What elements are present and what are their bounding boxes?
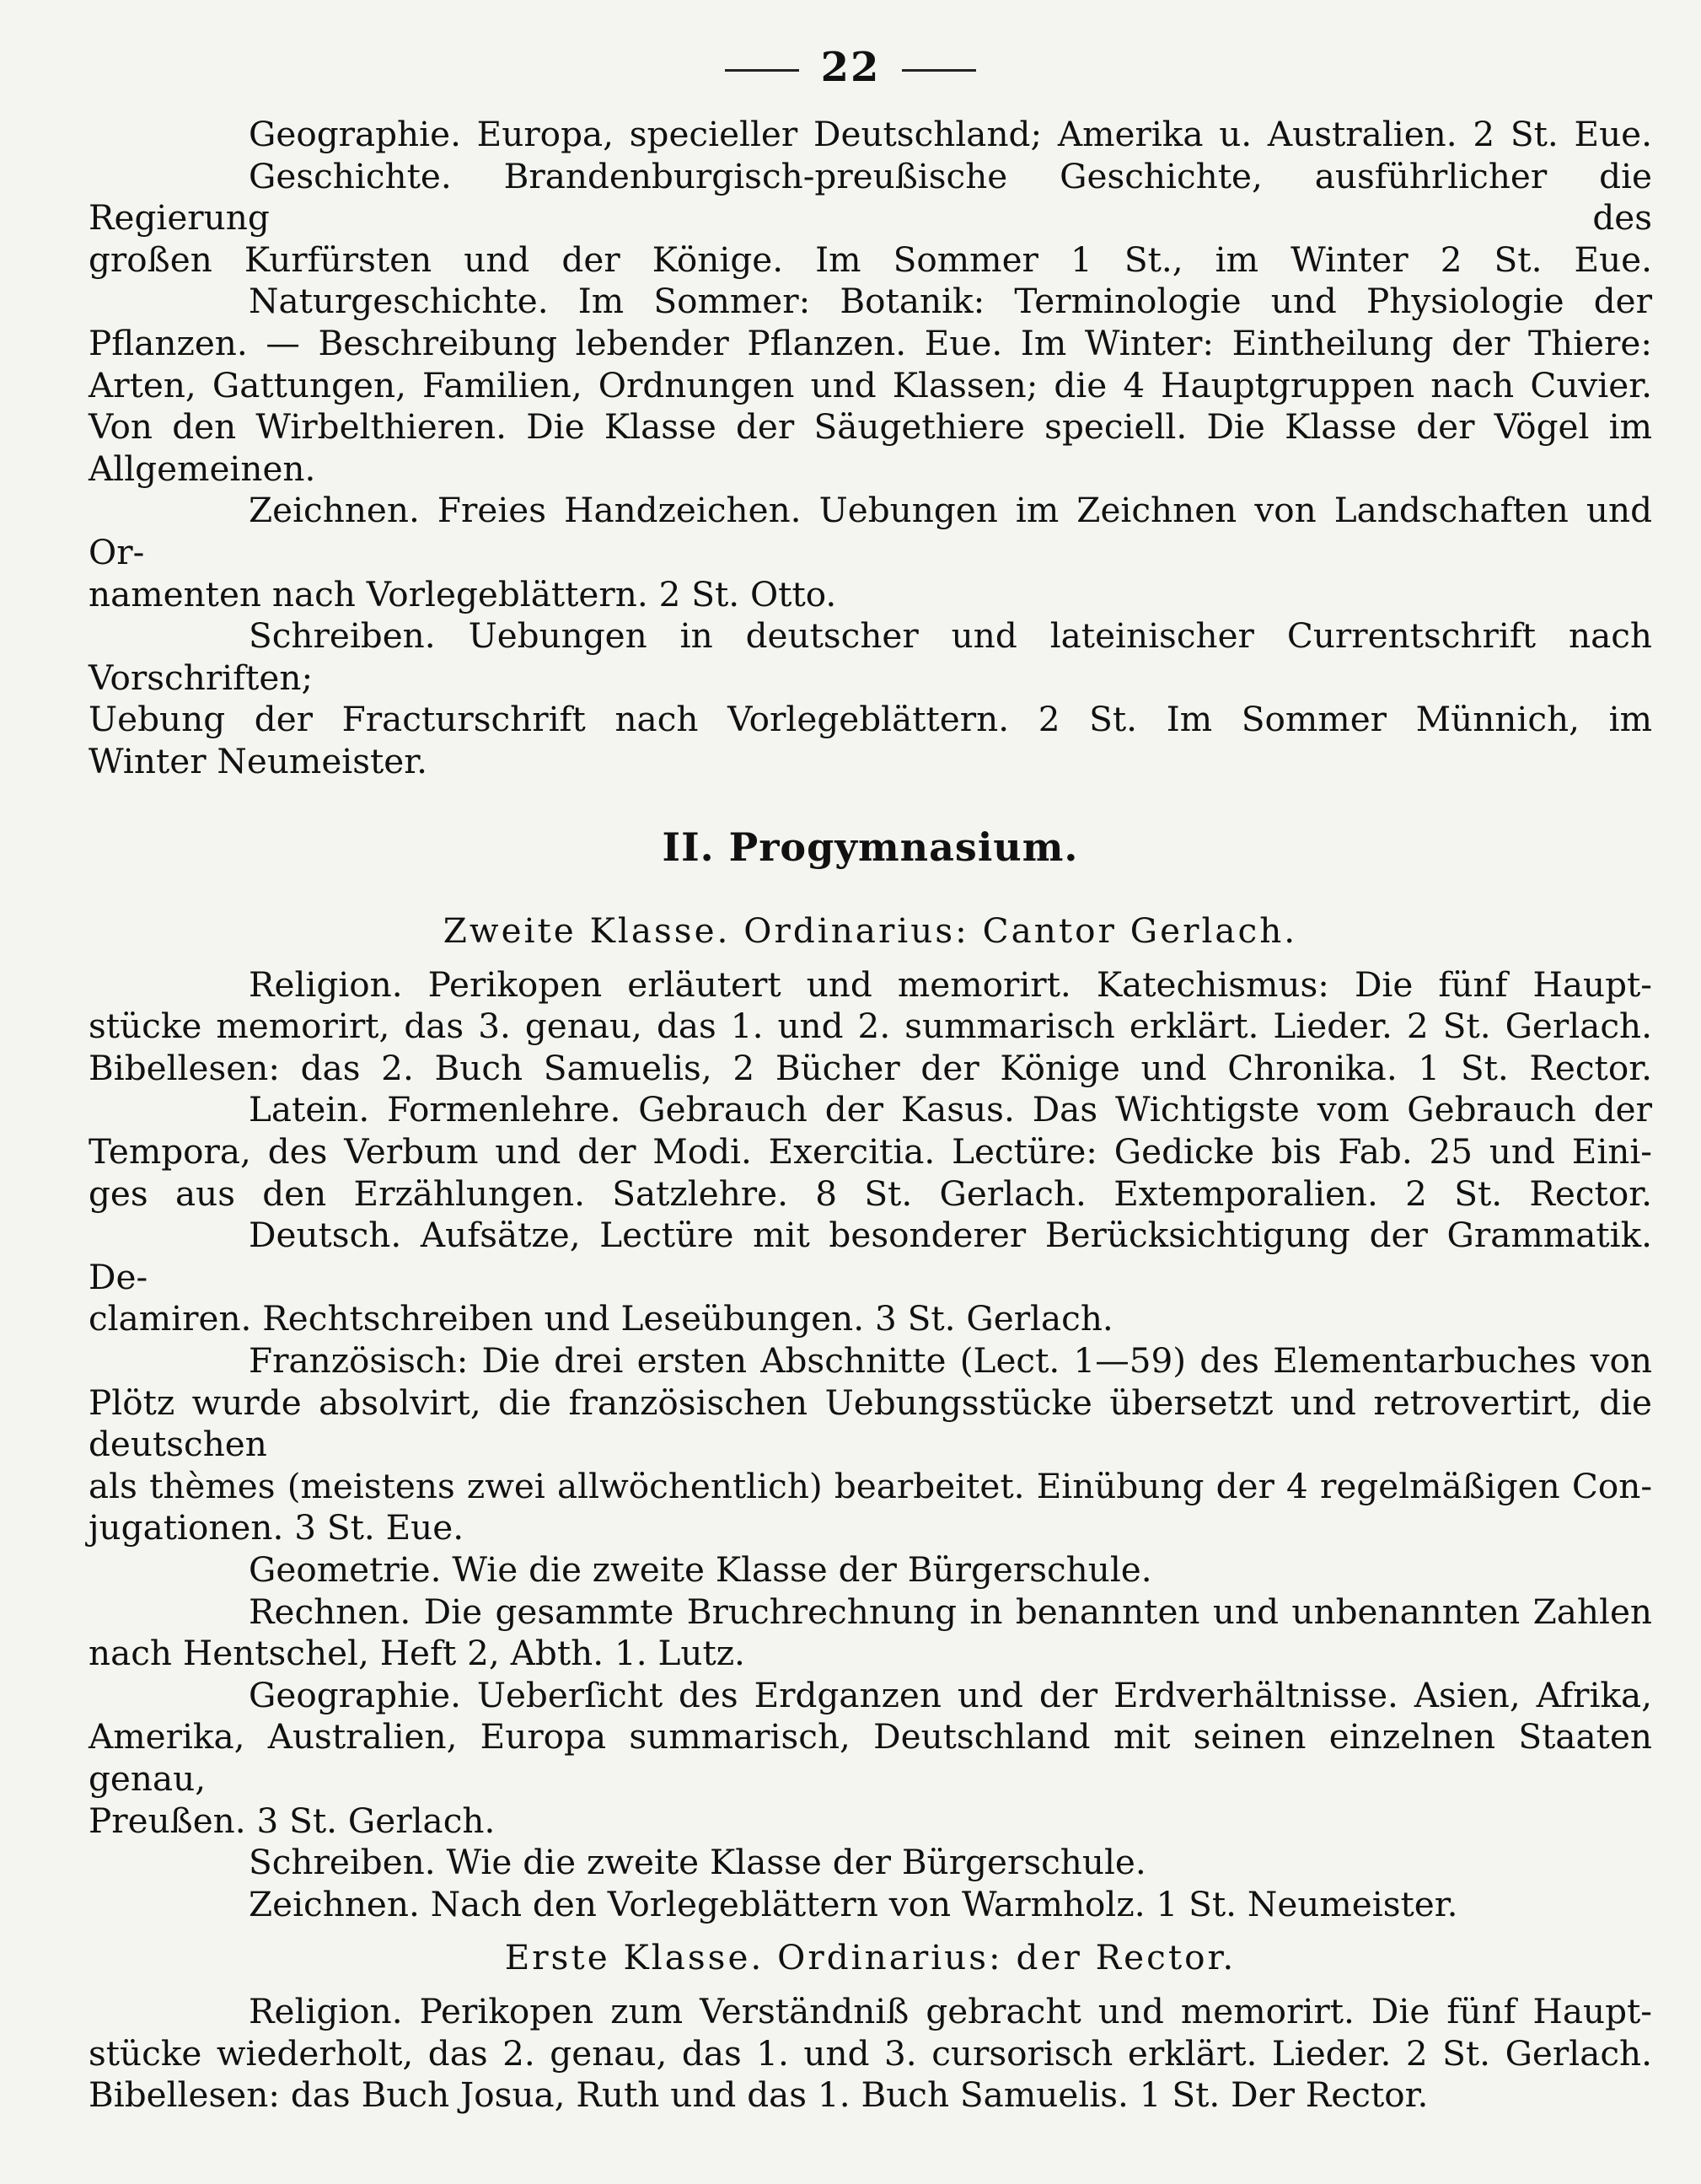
- text-line: Schreiben. Wie die zweite Klasse der Bürgerschule.: [249, 1842, 1146, 1883]
- text-line: Religion. Perikopen zum Verständniß gebracht und memorirt. Die fünf Haupt-: [249, 1990, 1652, 2031]
- text-line: Preußen. 3 St. Gerlach.: [89, 1800, 496, 1841]
- text-line: stücke wiederholt, das 2. genau, das 1. und 3. cursorisch erklärt. Lieder. 2 St. Gerlach.: [89, 2032, 1652, 2074]
- text-line: Religion. Perikopen erläutert und memorirt. Katechismus: Die fünf Haupt-: [249, 963, 1652, 1005]
- text-line: Plötz wurde absolvirt, die französischen Uebungsstücke übersetzt und retrovertirt, die deutschen: [89, 1382, 1652, 1465]
- text-line: Zeichnen. Nach den Vorlegeblättern von Warmholz. 1 St. Neumeister.: [249, 1883, 1458, 1924]
- text-line: Allgemeinen.: [89, 448, 316, 489]
- text-line: jugationen. 3 St. Eue.: [89, 1507, 464, 1548]
- text-line: clamiren. Rechtschreiben und Leseübungen. 3 St. Gerlach.: [89, 1298, 1113, 1339]
- text-line: Geschichte. Brandenburgisch-preußische Geschichte, ausführlicher die Regierung des: [89, 155, 1652, 239]
- text-line: großen Kurfürsten und der Könige. Im Sommer 1 St., im Winter 2 St. Eue.: [89, 239, 1652, 280]
- page-header: [0, 44, 1701, 91]
- text-line: Schreiben. Uebungen in deutscher und lateinischer Currentschrift nach Vorschriften;: [89, 615, 1652, 698]
- text-line: stücke memorirt, das 3. genau, das 1. und 2. summarisch erklärt. Lieder. 2 St. Gerlach.: [89, 1006, 1652, 1047]
- text-line: Geographie. Europa, specieller Deutschland; Amerika u. Australien. 2 St. Eue.: [249, 114, 1652, 154]
- text-line: Zeichnen. Freies Handzeichen. Uebungen im Zeichnen von Landschaften und Or-: [89, 490, 1652, 572]
- text-line: namenten nach Vorlegeblättern. 2 St. Otto.: [89, 573, 837, 614]
- text-line: Geographie. Ueberſicht des Erdganzen und der Erdverhältnisse. Asien, Afrika,: [249, 1674, 1652, 1715]
- text-line: Geometrie. Wie die zweite Klasse der Bürgerschule.: [249, 1549, 1152, 1590]
- text-line: als thèmes (meistens zwei allwöchentlich) bearbeitet. Einübung der 4 regelmäßigen Con-: [89, 1465, 1652, 1506]
- text-line: Bibellesen: das Buch Josua, Ruth und das 1. Buch Samuelis. 1 St. Der Rector.: [89, 2074, 1429, 2116]
- text-line: nach Hentschel, Heft 2, Abth. 1. Lutz.: [89, 1633, 745, 1674]
- header-rule-left: [725, 69, 799, 72]
- text-line: Tempora, des Verbum und der Modi. Exercitia. Lectüre: Gedicke bis Fab. 25 und Eini-: [89, 1131, 1652, 1172]
- class-heading: Zweite Klasse. Ordinarius: Cantor Gerlach.: [443, 910, 1298, 952]
- text-line: Bibellesen: das 2. Buch Samuelis, 2 Bücher der Könige und Chronika. 1 St. Rector.: [89, 1047, 1652, 1088]
- text-line: Rechnen. Die gesammte Bruchrechnung in benannten und unbenannten Zahlen: [249, 1591, 1652, 1632]
- text-line: Von den Wirbelthieren. Die Klasse der Säugethiere speciell. Die Klasse der Vögel im: [89, 406, 1652, 448]
- text-line: Französisch: Die drei ersten Abschnitte (Lect. 1—59) des Elementarbuches von: [249, 1340, 1652, 1382]
- text-line: Winter Neumeister.: [89, 740, 428, 781]
- body-text: [89, 114, 1652, 2117]
- section-title: II. Progymnasium.: [662, 824, 1079, 870]
- text-line: Amerika, Australien, Europa summarisch, Deutschland mit seinen einzelnen Staaten genau,: [89, 1716, 1652, 1799]
- text-line: Latein. Formenlehre. Gebrauch der Kasus. Das Wichtigste vom Gebrauch der: [249, 1089, 1652, 1130]
- text-line: Deutsch. Aufsätze, Lectüre mit besonderer Berücksichtigung der Grammatik. De-: [89, 1215, 1652, 1297]
- text-line: Pflanzen. — Beschreibung lebender Pflanzen. Eue. Im Winter: Eintheilung der Thiere:: [89, 322, 1652, 363]
- header-rule-right: [902, 69, 976, 72]
- text-line: ges aus den Erzählungen. Satzlehre. 8 St. Gerlach. Extemporalien. 2 St. Rector.: [89, 1172, 1652, 1214]
- page-number: 22: [820, 44, 881, 91]
- text-line: Uebung der Fracturschrift nach Vorlegeblättern. 2 St. Im Sommer Münnich, im: [89, 699, 1652, 740]
- class-heading: Erste Klasse. Ordinarius: der Rector.: [504, 1937, 1237, 1978]
- text-line: Arten, Gattungen, Familien, Ordnungen und Klassen; die 4 Hauptgruppen nach Cuvier.: [89, 364, 1652, 405]
- text-line: Naturgeschichte. Im Sommer: Botanik: Terminologie und Physiologie der: [249, 281, 1652, 322]
